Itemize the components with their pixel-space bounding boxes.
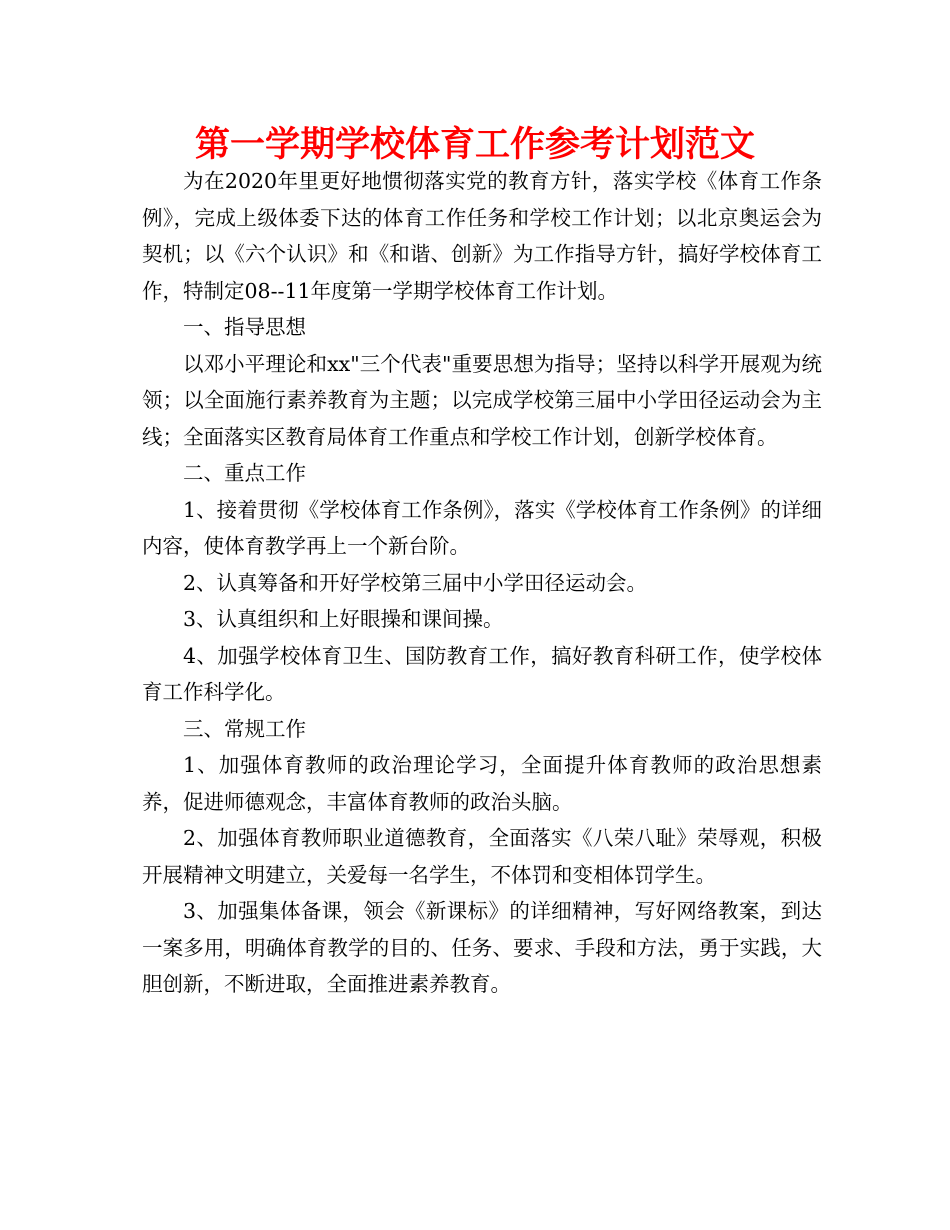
paragraph-routine-work-1: 1、加强体育教师的政治理论学习，全面提升体育教师的政治思想素养，促进师德观念，丰富体育教师的政治头脑。 [142,753,822,814]
section-heading-guiding-ideology: 一、指导思想 [183,315,306,339]
paragraph-key-work-3: 3、认真组织和上好眼操和课间操。 [183,607,504,631]
paragraph-key-work-4: 4、加强学校体育卫生、国防教育工作，搞好教育科研工作，使学校体育工作科学化。 [142,643,822,704]
document-title: 第一学期学校体育工作参考计划范文 [194,125,755,165]
paragraph-key-work-1: 1、接着贯彻《学校体育工作条例》，落实《学校体育工作条例》的详细内容，使体育教学再上一个新台阶。 [142,497,822,558]
paragraph-guiding-ideology: 以邓小平理论和xx"三个代表"重要思想为指导；坚持以科学开展观为统领；以全面施行素养教育为主题；以完成学校第三届中小学田径运动会为主线；全面落实区教育局体育工作重点和学校工作计划，创新学校体育。 [142,351,822,449]
paragraph-routine-work-3: 3、加强集体备课，领会《新课标》的详细精神，写好网络教案，到达一案多用，明确体育教学的目的、任务、要求、手段和方法，勇于实践，大胆创新，不断进取，全面推进素养教育。 [142,899,822,996]
document-body [142,163,822,1003]
paragraph-key-work-2: 2、认真筹备和开好学校第三届中小学田径运动会。 [183,570,648,595]
section-heading-routine-work: 三、常规工作 [183,716,306,741]
paragraph-routine-work-2: 2、加强体育教师职业道德教育，全面落实《八荣八耻》荣辱观，积极开展精神文明建立，关爱每一名学生，不体罚和变相体罚学生。 [142,826,822,887]
section-heading-key-work: 二、重点工作 [183,461,306,485]
paragraph-intro: 为在2020年里更好地惯彻落实党的教育方针，落实学校《体育工作条例》，完成上级体委下达的体育工作任务和学校工作计划；以北京奥运会为契机；以《六个认识》和《和谐、创新》为工作指导方针，搞好学校体育工作，特制定08--11年度第一学期学校体育工作计划。 [142,169,822,303]
